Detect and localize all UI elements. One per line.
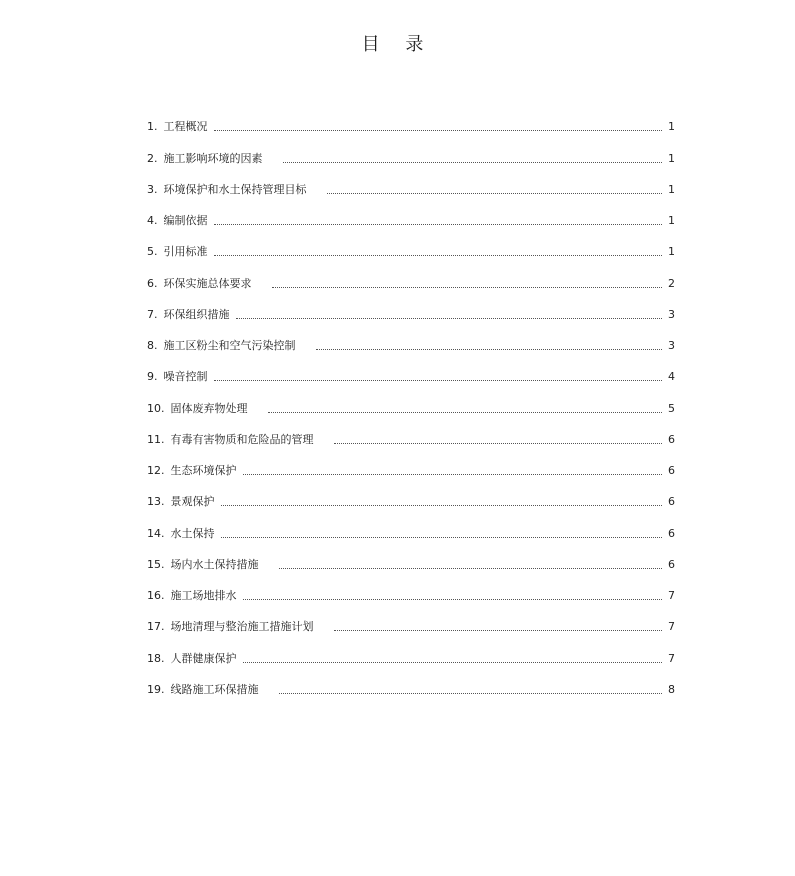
toc-entry-title: 环保组织措施 (163, 307, 230, 321)
toc-entry-title: 景观保护 (170, 495, 215, 509)
toc-entry-page-number: 6 (668, 432, 675, 446)
toc-dot-leader (334, 630, 663, 631)
toc-entry-title: 噪音控制 (163, 370, 208, 384)
toc-entry-title: 施工区粉尘和空气污染控制 (163, 339, 296, 352)
toc-dot-leader (236, 318, 663, 319)
toc-entry-number: 10. (147, 401, 165, 415)
toc-entry-number: 12. (147, 464, 165, 477)
toc-dot-leader (214, 130, 663, 131)
toc-entry-number: 9. (147, 370, 158, 384)
toc-entry-page-number: 1 (668, 151, 675, 165)
toc-dot-leader (243, 474, 663, 475)
toc-entry-number: 8. (147, 339, 158, 352)
toc-entry[interactable] (147, 447, 675, 478)
toc-entry-number: 14. (147, 526, 165, 540)
toc-entry-title: 环境保护和水土保持管理目标 (163, 182, 307, 196)
toc-entry-page-number: 4 (668, 370, 675, 384)
toc-dot-leader (283, 162, 663, 163)
toc-entry-page-number: 6 (668, 464, 675, 477)
toc-entry-number: 15. (147, 557, 165, 571)
toc-entry[interactable] (147, 259, 675, 290)
toc-entry[interactable] (147, 103, 675, 134)
toc-entry-number: 1. (147, 120, 158, 134)
toc-entry-page-number: 1 (668, 214, 675, 227)
page-title: 目 录 (361, 34, 434, 55)
toc-entry-number: 16. (147, 589, 165, 602)
toc-entry[interactable] (147, 541, 675, 572)
toc-entry[interactable] (147, 228, 675, 259)
toc-entry-title: 场内水土保持措施 (170, 557, 259, 571)
toc-entry-number: 5. (147, 245, 158, 259)
toc-entry-number: 11. (147, 432, 165, 446)
toc-dot-leader (272, 287, 663, 288)
toc-dot-leader (279, 568, 663, 569)
toc-entry-title: 环保实施总体要求 (163, 276, 252, 290)
toc-entry[interactable] (147, 197, 675, 228)
table-of-contents (147, 103, 675, 697)
toc-dot-leader (214, 255, 663, 256)
toc-dot-leader (243, 599, 663, 600)
toc-dot-leader (327, 193, 663, 194)
toc-entry[interactable] (147, 666, 675, 697)
toc-entry-page-number: 7 (668, 589, 675, 602)
toc-entry-page-number: 5 (668, 401, 675, 415)
toc-entry[interactable] (147, 603, 675, 634)
toc-entry[interactable] (147, 634, 675, 665)
toc-entry-title: 施工场地排水 (170, 589, 237, 602)
toc-entry[interactable] (147, 572, 675, 603)
toc-entry-page-number: 1 (668, 120, 675, 134)
toc-entry[interactable] (147, 478, 675, 509)
toc-entry-page-number: 6 (668, 557, 675, 571)
toc-dot-leader (279, 693, 663, 694)
toc-entry-title: 水土保持 (170, 526, 215, 540)
toc-dot-leader (214, 380, 663, 381)
toc-entry-title: 生态环境保护 (170, 464, 237, 477)
toc-entry-title: 场地清理与整治施工措施计划 (170, 620, 314, 634)
toc-entry-number: 13. (147, 495, 165, 509)
toc-entry-page-number: 7 (668, 651, 675, 665)
toc-entry-title: 编制依据 (163, 214, 208, 227)
toc-entry-page-number: 6 (668, 526, 675, 540)
toc-dot-leader (243, 662, 663, 663)
toc-entry-number: 19. (147, 682, 165, 696)
toc-entry-number: 18. (147, 651, 165, 665)
toc-entry-title: 工程概况 (163, 120, 208, 134)
toc-entry[interactable] (147, 166, 675, 197)
toc-entry-page-number: 1 (668, 245, 675, 259)
toc-entry-number: 2. (147, 151, 158, 165)
toc-entry-number: 6. (147, 276, 158, 290)
toc-entry-page-number: 1 (668, 182, 675, 196)
toc-entry[interactable] (147, 416, 675, 447)
toc-dot-leader (268, 412, 663, 413)
toc-dot-leader (334, 443, 663, 444)
toc-dot-leader (221, 505, 663, 506)
toc-entry-title: 有毒有害物质和危险品的管理 (170, 432, 314, 446)
toc-entry[interactable] (147, 353, 675, 384)
toc-entry-page-number: 8 (668, 682, 675, 696)
toc-entry-page-number: 2 (668, 276, 675, 290)
toc-dot-leader (316, 349, 663, 350)
toc-dot-leader (221, 537, 663, 538)
toc-entry-number: 7. (147, 307, 158, 321)
toc-entry-title: 施工影响环境的因素 (163, 151, 263, 165)
toc-entry-page-number: 3 (668, 339, 675, 352)
toc-entry-title: 引用标准 (163, 245, 208, 259)
toc-entry[interactable] (147, 509, 675, 540)
toc-entry-page-number: 6 (668, 495, 675, 509)
toc-entry[interactable] (147, 291, 675, 322)
toc-entry-title: 线路施工环保措施 (170, 682, 259, 696)
toc-entry-number: 4. (147, 214, 158, 227)
toc-entry[interactable] (147, 134, 675, 165)
toc-entry-page-number: 3 (668, 307, 675, 321)
toc-entry-title: 固体废弃物处理 (170, 401, 248, 415)
toc-entry[interactable] (147, 322, 675, 353)
toc-dot-leader (214, 224, 663, 225)
toc-entry-number: 3. (147, 182, 158, 196)
toc-entry-title: 人群健康保护 (170, 651, 237, 665)
toc-entry-page-number: 7 (668, 620, 675, 634)
toc-entry[interactable] (147, 384, 675, 415)
toc-entry-number: 17. (147, 620, 165, 634)
